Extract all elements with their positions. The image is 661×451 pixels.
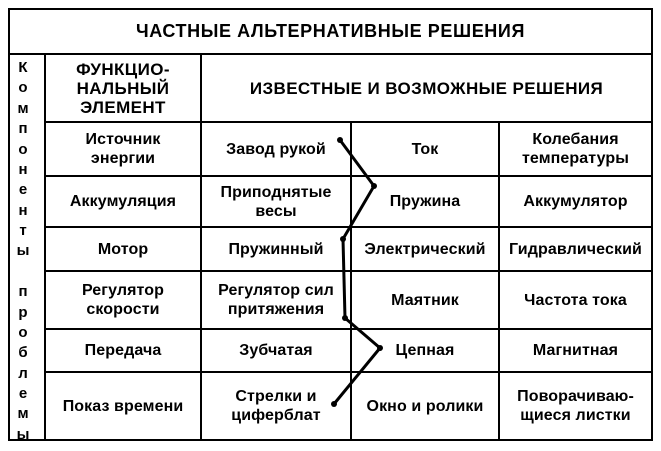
solution-cell: Электрический [364,240,486,258]
side-label-letter: н [18,201,28,219]
side-label-letter: е [18,385,28,402]
choice-point [337,137,343,143]
side-label-letter: м [17,405,29,423]
side-label-letter: о [18,323,28,341]
header-element: ФУНКЦИО- НАЛЬНЫЙ ЭЛЕМЕНТ [76,59,170,117]
side-label-letter: р [18,303,28,321]
side-label-letter: т [19,222,27,239]
solution-cell: Колебания температуры [521,131,630,167]
solution-cell: Маятник [391,291,459,309]
solution-cell: Зубчатая [239,342,313,359]
choice-point [340,236,346,242]
side-label-letter: б [18,344,28,362]
solution-cell: Завод рукой [226,140,326,158]
solution-cell: Аккумулятор [523,193,628,210]
solution-cell: Цепная [395,342,455,359]
side-label-letter: ы [16,242,30,260]
header-solutions: ИЗВЕСТНЫЕ И ВОЗМОЖНЫЕ РЕШЕНИЯ [249,78,604,98]
solution-cell: Приподнятые весы [220,183,332,220]
table-title: ЧАСТНЫЕ АЛЬТЕРНАТИВНЫЕ РЕШЕНИЯ [136,21,525,41]
solution-cell: Поворачиваю- щиеся листки [517,388,634,424]
solution-cell: Гидравлический [509,240,642,258]
element-cell: Регулятор скорости [81,282,165,318]
side-label-letter: л [18,364,28,382]
side-label-letter: н [18,160,28,178]
solution-cell: Магнитная [532,342,619,359]
solution-cell: Окно и ролики [366,397,484,415]
side-label-letter: о [18,79,28,97]
solution-cell: Ток [411,140,439,158]
element-cell: Передача [84,342,162,359]
solution-cell: Частота тока [524,291,627,309]
choice-point [342,315,348,321]
solution-cell: Пружина [389,193,461,210]
choice-path-line [334,140,380,404]
choice-point [377,345,383,351]
element-cell: Показ времени [62,397,184,415]
side-label-letter: е [18,181,28,199]
element-cell: Аккумуляция [69,193,177,210]
choice-point [331,401,337,407]
element-cell: Мотор [97,240,149,258]
solution-cell: Пружинный [228,240,324,258]
side-label-letter: о [18,140,28,158]
solution-cell: Регулятор сил притяжения [218,282,334,318]
solution-cell: Стрелки и циферблат [231,388,321,424]
side-label-letter: К [18,59,28,76]
side-label-letter: п [18,120,28,138]
side-label-letter: п [18,283,28,301]
element-cell: Источник энергии [85,131,161,167]
choice-point [371,183,377,189]
side-label-letter: ы [16,425,30,443]
side-label-letter: м [17,99,29,117]
